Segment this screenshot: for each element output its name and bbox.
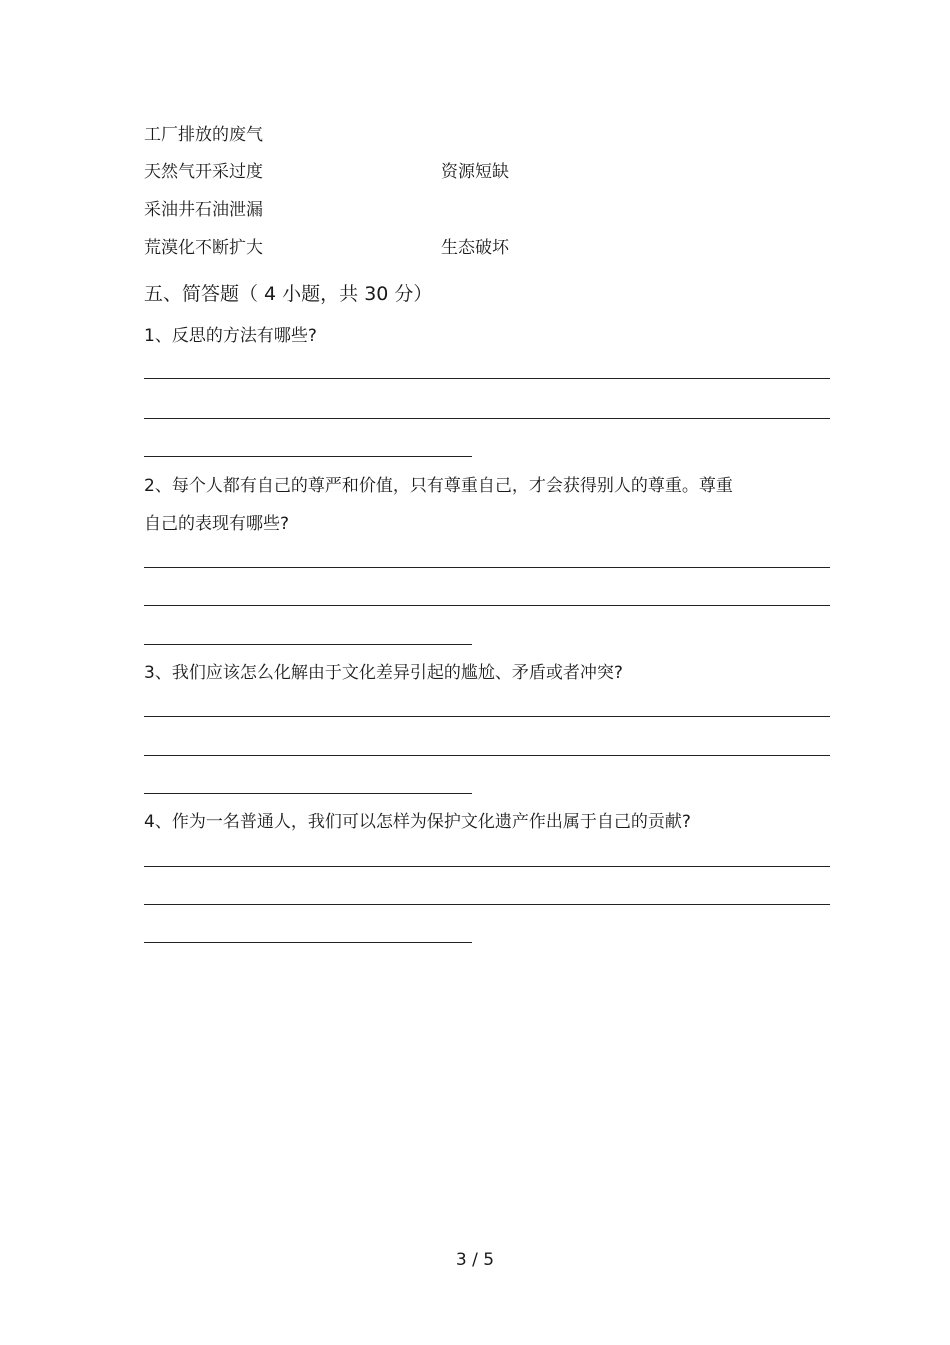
answer-line[interactable] xyxy=(144,644,472,645)
answer-line[interactable] xyxy=(144,716,830,717)
question-2-text-cont: 自己的表现有哪些? xyxy=(144,514,290,534)
question-4-text: 4、作为一名普通人，我们可以怎样为保护文化遗产作出属于自己的贡献? xyxy=(144,812,691,832)
answer-line[interactable] xyxy=(144,605,830,606)
question-2-text: 2、每个人都有自己的尊严和价值，只有尊重自己，才会获得别人的尊重。尊重 xyxy=(144,476,733,496)
answer-line[interactable] xyxy=(144,567,830,568)
matching-item-2-right: 资源短缺 xyxy=(441,162,509,182)
answer-line[interactable] xyxy=(144,904,830,905)
answer-line[interactable] xyxy=(144,866,830,867)
answer-line[interactable] xyxy=(144,418,830,419)
matching-item-1-left: 工厂排放的废气 xyxy=(144,125,263,145)
matching-item-3-left: 采油井石油泄漏 xyxy=(144,200,263,220)
answer-line[interactable] xyxy=(144,378,830,379)
matching-item-4-right: 生态破坏 xyxy=(441,238,509,258)
page-number: 3 / 5 xyxy=(455,1250,495,1270)
answer-line[interactable] xyxy=(144,942,472,943)
matching-item-4-left: 荒漠化不断扩大 xyxy=(144,238,263,258)
answer-line[interactable] xyxy=(144,456,472,457)
answer-line[interactable] xyxy=(144,793,472,794)
section-title: 五、简答题（ 4 小题，共 30 分） xyxy=(144,283,433,305)
question-1-text: 1、反思的方法有哪些? xyxy=(144,326,317,346)
answer-line[interactable] xyxy=(144,755,830,756)
matching-item-2-left: 天然气开采过度 xyxy=(144,162,263,182)
question-3-text: 3、我们应该怎么化解由于文化差异引起的尴尬、矛盾或者冲突? xyxy=(144,663,623,683)
